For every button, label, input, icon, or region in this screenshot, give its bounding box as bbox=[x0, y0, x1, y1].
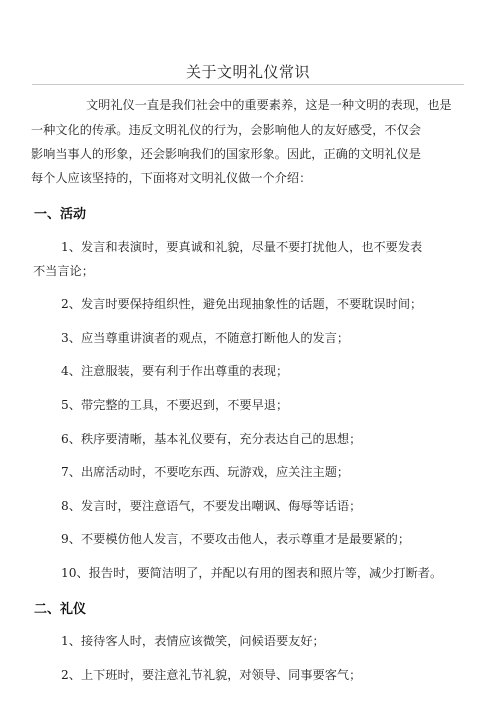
list-item: 4、注意服装，要有利于作出尊重的表现； bbox=[61, 364, 289, 378]
list-item: 2、上下班时，要注意礼节礼貌，对领导、同事要客气； bbox=[61, 668, 362, 682]
intro-line: 每个人应该坚持的，下面将对文明礼仪做一个介绍： bbox=[31, 171, 312, 185]
section-heading-etiquette: 二、礼仪 bbox=[34, 602, 87, 617]
list-item-continuation: 不当言论； bbox=[33, 264, 94, 278]
list-item: 7、出席活动时，不要吃东西、玩游戏，应关注主题； bbox=[61, 465, 350, 479]
list-item: 1、接待客人时，表情应该微笑，问候语要友好； bbox=[61, 634, 325, 648]
title-divider bbox=[32, 84, 464, 85]
list-item: 6、秩序要清晰，基本礼仪要有，充分表达自己的思想； bbox=[61, 432, 362, 446]
intro-line: 一种文化的传承。违反文明礼仪的行为，会影响他人的友好感受，不仅会 bbox=[31, 123, 421, 137]
list-item: 1、发言和表演时，要真诚和礼貌，尽量不要打扰他人，也不要发表 bbox=[61, 240, 423, 254]
document-title: 关于文明礼仪常识 bbox=[185, 63, 310, 81]
intro-line: 文明礼仪一直是我们社会中的重要素养，这是一种文明的表现，也是 bbox=[86, 98, 452, 112]
list-item: 8、发言时，要注意语气，不要发出嘲讽、侮辱等话语； bbox=[61, 499, 362, 513]
list-item: 2、发言时要保持组织性，避免出现抽象性的话题，不要耽误时间； bbox=[61, 297, 423, 311]
list-item: 5、带完整的工具，不要迟到，不要早退； bbox=[61, 398, 289, 412]
list-item: 9、不要模仿他人发言，不要攻击他人，表示尊重才是最要紧的； bbox=[61, 532, 411, 546]
section-heading-activity: 一、活动 bbox=[34, 207, 87, 222]
list-item: 3、应当尊重讲演者的观点，不随意打断他人的发言； bbox=[61, 331, 350, 345]
intro-line: 影响当事人的形象，还会影响我们的国家形象。因此，正确的文明礼仪是 bbox=[31, 147, 421, 161]
list-item: 10、报告时，要简洁明了，并配以有用的图表和照片等，减少打断者。 bbox=[61, 566, 443, 580]
